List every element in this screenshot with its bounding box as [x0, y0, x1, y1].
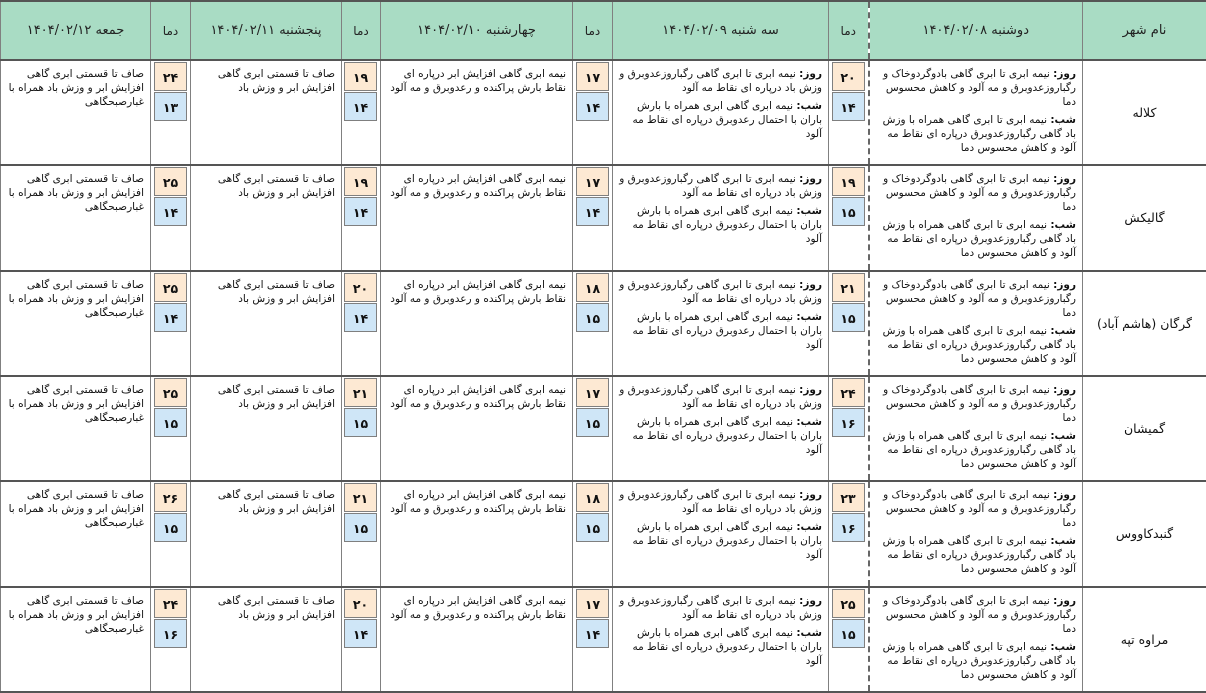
city-name: گنبدکاووس — [1083, 481, 1206, 586]
city-name: کلاله — [1083, 60, 1206, 165]
tuesday-day-text: نیمه ابری تا ابری گاهی رگباروزعدوبرق و وزش باد درپاره ای نقاط مه آلود — [619, 594, 822, 621]
header-temp-2: دما — [573, 1, 613, 60]
forecast-tuesday — [613, 60, 829, 165]
forecast-monday — [869, 271, 1083, 376]
temp-cell — [829, 376, 869, 481]
city-name: گرگان (هاشم آباد) — [1083, 271, 1206, 376]
city-name: گمیشان — [1083, 376, 1206, 481]
monday-night-text: نیمه ابری تا ابری گاهی همراه با وزش باد گاهی رگباروزعدوبرق درپاره ای نقاط مه آلود و کاهش محسوس دما — [882, 640, 1076, 681]
forecast-friday: صاف تا قسمتی ابری گاهی افزایش ابر و وزش باد همراه با غبارصبحگاهی — [1, 481, 151, 586]
day-label: روز: — [1053, 278, 1076, 291]
temp-cell — [342, 481, 381, 586]
max-temp: ۱۷ — [576, 589, 609, 618]
max-temp: ۲۳ — [832, 483, 865, 512]
temp-cell — [342, 271, 381, 376]
day-label: روز: — [1053, 173, 1076, 186]
max-temp: ۲۰ — [344, 589, 377, 618]
table-row — [1, 481, 1206, 586]
tuesday-night-text: نیمه ابری گاهی ابری همراه با بارش باران با احتمال رعدوبرق درپاره ای نقاط مه آلود — [632, 415, 822, 456]
max-temp: ۲۵ — [154, 273, 187, 302]
temp-cell — [151, 587, 191, 692]
temp-cell — [573, 481, 613, 586]
tuesday-day-text: نیمه ابری تا ابری گاهی رگباروزعدوبرق و وزش باد درپاره ای نقاط مه آلود — [619, 383, 822, 410]
night-label: شب: — [1050, 640, 1076, 653]
tuesday-night-text: نیمه ابری گاهی ابری همراه با بارش باران با احتمال رعدوبرق درپاره ای نقاط مه آلود — [632, 205, 822, 246]
forecast-monday — [869, 481, 1083, 586]
temp-cell — [829, 481, 869, 586]
min-temp: ۱۴ — [344, 92, 377, 121]
forecast-thursday: صاف تا قسمتی ابری گاهی افزایش ابر و وزش باد — [191, 587, 342, 692]
min-temp: ۱۵ — [576, 303, 609, 332]
forecast-thursday: صاف تا قسمتی ابری گاهی افزایش ابر و وزش باد — [191, 165, 342, 270]
forecast-monday — [869, 587, 1083, 692]
temp-cell — [151, 271, 191, 376]
min-temp: ۱۴ — [576, 92, 609, 121]
monday-day-text: نیمه ابری تا ابری گاهی بادوگردوخاک و رگباروزعدوبرق و مه آلود و کاهش محسوس دما — [883, 489, 1076, 530]
header-city: نام شهر — [1083, 1, 1206, 60]
min-temp: ۱۵ — [154, 513, 187, 542]
day-label: روز: — [1053, 594, 1076, 607]
temp-cell — [573, 587, 613, 692]
night-label: شب: — [1050, 114, 1076, 126]
night-label: شب: — [796, 310, 822, 323]
min-temp: ۱۵ — [576, 513, 609, 542]
tuesday-day-text: نیمه ابری تا ابری گاهی رگباروزعدوبرق و وزش باد درپاره ای نقاط مه آلود — [619, 173, 822, 200]
forecast-monday — [869, 376, 1083, 481]
day-label: روز: — [1053, 68, 1076, 80]
min-temp: ۱۵ — [576, 408, 609, 437]
forecast-thursday: صاف تا قسمتی ابری گاهی افزایش ابر و وزش باد — [191, 271, 342, 376]
night-label: شب: — [796, 100, 822, 112]
min-temp: ۱۶ — [832, 513, 865, 542]
header-day-1: دوشنبه ۱۴۰۴/۰۲/۰۸ — [869, 1, 1083, 60]
forecast-wednesday: نیمه ابری گاهی افزایش ابر درپاره ای نقاط بارش پراکنده و رعدوبرق و مه آلود — [381, 271, 573, 376]
tuesday-day-text: نیمه ابری تا ابری گاهی رگباروزعدوبرق و وزش باد درپاره ای نقاط مه آلود — [619, 489, 822, 516]
header-day-5: جمعه ۱۴۰۴/۰۲/۱۲ — [1, 1, 151, 60]
temp-cell — [342, 587, 381, 692]
temp-cell — [342, 60, 381, 165]
night-label: شب: — [1050, 324, 1076, 337]
header-day-4: پنجشنبه ۱۴۰۴/۰۲/۱۱ — [191, 1, 342, 60]
tuesday-night-text: نیمه ابری گاهی ابری همراه با بارش باران با احتمال رعدوبرق درپاره ای نقاط مه آلود — [632, 100, 822, 140]
forecast-wednesday: نیمه ابری گاهی افزایش ابر درپاره ای نقاط بارش پراکنده و رعدوبرق و مه آلود — [381, 481, 573, 586]
max-temp: ۲۴ — [832, 378, 865, 407]
table-row — [1, 271, 1206, 376]
max-temp: ۲۵ — [154, 167, 187, 196]
night-label: شب: — [796, 626, 822, 639]
day-label: روز: — [799, 383, 822, 396]
forecast-friday: صاف تا قسمتی ابری گاهی افزایش ابر و وزش باد همراه با غبارصبحگاهی — [1, 271, 151, 376]
header-row — [1, 1, 1206, 60]
max-temp: ۱۹ — [832, 167, 865, 196]
temp-cell — [829, 271, 869, 376]
temp-cell — [151, 481, 191, 586]
min-temp: ۱۴ — [344, 619, 377, 648]
forecast-wednesday: نیمه ابری گاهی افزایش ابر درپاره ای نقاط بارش پراکنده و رعدوبرق و مه آلود — [381, 376, 573, 481]
monday-day-text: نیمه ابری تا ابری گاهی بادوگردوخاک و رگباروزعدوبرق و مه آلود و کاهش محسوس دما — [883, 383, 1076, 424]
tuesday-night-text: نیمه ابری گاهی ابری همراه با بارش باران با احتمال رعدوبرق درپاره ای نقاط مه آلود — [632, 626, 822, 667]
max-temp: ۲۱ — [344, 378, 377, 407]
monday-day-text: نیمه ابری تا ابری گاهی بادوگردوخاک و رگباروزعدوبرق و مه آلود و کاهش محسوس دما — [883, 68, 1076, 108]
max-temp: ۱۹ — [344, 167, 377, 196]
max-temp: ۱۷ — [576, 167, 609, 196]
forecast-friday: صاف تا قسمتی ابری گاهی افزایش ابر و وزش باد همراه با غبارصبحگاهی — [1, 165, 151, 270]
min-temp: ۱۵ — [832, 197, 865, 226]
night-label: شب: — [1050, 535, 1076, 548]
temp-cell — [829, 165, 869, 270]
forecast-wednesday: نیمه ابری گاهی افزایش ابر درپاره ای نقاط بارش پراکنده و رعدوبرق و مه آلود — [381, 165, 573, 270]
forecast-monday — [869, 60, 1083, 165]
forecast-wednesday: نیمه ابری گاهی افزایش ابر درپاره ای نقاط بارش پراکنده و رعدوبرق و مه آلود — [381, 587, 573, 692]
temp-cell — [829, 60, 869, 165]
temp-cell — [151, 60, 191, 165]
temp-cell — [573, 376, 613, 481]
header-temp-1: دما — [829, 1, 869, 60]
day-label: روز: — [1053, 383, 1076, 396]
min-temp: ۱۳ — [154, 92, 187, 121]
table-row — [1, 587, 1206, 692]
max-temp: ۲۶ — [154, 483, 187, 512]
forecast-thursday: صاف تا قسمتی ابری گاهی افزایش ابر و وزش باد — [191, 481, 342, 586]
forecast-monday — [869, 165, 1083, 270]
forecast-thursday: صاف تا قسمتی ابری گاهی افزایش ابر و وزش باد — [191, 376, 342, 481]
monday-day-text: نیمه ابری تا ابری گاهی بادوگردوخاک و رگباروزعدوبرق و مه آلود و کاهش محسوس دما — [883, 173, 1076, 214]
night-label: شب: — [1050, 429, 1076, 442]
tuesday-night-text: نیمه ابری گاهی ابری همراه با بارش باران با احتمال رعدوبرق درپاره ای نقاط مه آلود — [632, 521, 822, 562]
max-temp: ۲۰ — [832, 62, 865, 91]
day-label: روز: — [799, 68, 822, 80]
max-temp: ۱۸ — [576, 483, 609, 512]
forecast-friday: صاف تا قسمتی ابری گاهی افزایش ابر و وزش باد همراه با غبارصبحگاهی — [1, 587, 151, 692]
min-temp: ۱۶ — [154, 619, 187, 648]
table-row — [1, 60, 1206, 165]
temp-cell — [573, 271, 613, 376]
header-temp-3: دما — [342, 1, 381, 60]
min-temp: ۱۴ — [344, 303, 377, 332]
table-row — [1, 376, 1206, 481]
header-day-3: چهارشنبه ۱۴۰۴/۰۲/۱۰ — [381, 1, 573, 60]
day-label: روز: — [799, 173, 822, 186]
min-temp: ۱۵ — [154, 408, 187, 437]
min-temp: ۱۴ — [576, 619, 609, 648]
temp-cell — [829, 587, 869, 692]
monday-day-text: نیمه ابری تا ابری گاهی بادوگردوخاک و رگباروزعدوبرق و مه آلود و کاهش محسوس دما — [883, 278, 1076, 319]
max-temp: ۲۴ — [154, 62, 187, 91]
header-day-2: سه شنبه ۱۴۰۴/۰۲/۰۹ — [613, 1, 829, 60]
day-label: روز: — [1053, 489, 1076, 502]
night-label: شب: — [1050, 219, 1076, 232]
monday-night-text: نیمه ابری تا ابری گاهی همراه با وزش باد گاهی رگباروزعدوبرق درپاره ای نقاط مه آلود و کاهش محسوس دما — [882, 114, 1076, 154]
tuesday-day-text: نیمه ابری تا ابری گاهی رگباروزعدوبرق و وزش باد درپاره ای نقاط مه آلود — [619, 68, 822, 94]
day-label: روز: — [799, 489, 822, 502]
min-temp: ۱۵ — [832, 619, 865, 648]
min-temp: ۱۴ — [576, 197, 609, 226]
forecast-friday: صاف تا قسمتی ابری گاهی افزایش ابر و وزش باد همراه با غبارصبحگاهی — [1, 60, 151, 165]
table-row — [1, 165, 1206, 270]
forecast-tuesday — [613, 165, 829, 270]
monday-night-text: نیمه ابری تا ابری گاهی همراه با وزش باد گاهی رگباروزعدوبرق درپاره ای نقاط مه آلود و کاهش محسوس دما — [882, 219, 1076, 260]
temp-cell — [573, 165, 613, 270]
min-temp: ۱۴ — [832, 92, 865, 121]
day-label: روز: — [799, 278, 822, 291]
forecast-tuesday — [613, 376, 829, 481]
min-temp: ۱۴ — [154, 303, 187, 332]
max-temp: ۱۷ — [576, 378, 609, 407]
temp-cell — [573, 60, 613, 165]
header-temp-4: دما — [151, 1, 191, 60]
night-label: شب: — [796, 205, 822, 218]
max-temp: ۲۴ — [154, 589, 187, 618]
tuesday-day-text: نیمه ابری تا ابری گاهی رگباروزعدوبرق و وزش باد درپاره ای نقاط مه آلود — [619, 278, 822, 305]
day-label: روز: — [799, 594, 822, 607]
temp-cell — [342, 376, 381, 481]
max-temp: ۱۹ — [344, 62, 377, 91]
night-label: شب: — [796, 521, 822, 534]
tuesday-night-text: نیمه ابری گاهی ابری همراه با بارش باران با احتمال رعدوبرق درپاره ای نقاط مه آلود — [632, 310, 822, 351]
max-temp: ۲۱ — [344, 483, 377, 512]
max-temp: ۱۸ — [576, 273, 609, 302]
min-temp: ۱۵ — [832, 303, 865, 332]
min-temp: ۱۵ — [344, 513, 377, 542]
max-temp: ۲۵ — [154, 378, 187, 407]
forecast-thursday: صاف تا قسمتی ابری گاهی افزایش ابر و وزش باد — [191, 60, 342, 165]
monday-night-text: نیمه ابری تا ابری گاهی همراه با وزش باد گاهی رگباروزعدوبرق درپاره ای نقاط مه آلود و کاهش محسوس دما — [882, 324, 1076, 365]
forecast-wednesday: نیمه ابری گاهی افزایش ابر درپاره ای نقاط بارش پراکنده و رعدوبرق و مه آلود — [381, 60, 573, 165]
max-temp: ۲۵ — [832, 589, 865, 618]
monday-night-text: نیمه ابری تا ابری گاهی همراه با وزش باد گاهی رگباروزعدوبرق درپاره ای نقاط مه آلود و کاهش محسوس دما — [882, 535, 1076, 576]
min-temp: ۱۵ — [344, 408, 377, 437]
max-temp: ۲۰ — [344, 273, 377, 302]
monday-day-text: نیمه ابری تا ابری گاهی بادوگردوخاک و رگباروزعدوبرق و مه آلود و کاهش محسوس دما — [883, 594, 1076, 635]
forecast-tuesday — [613, 271, 829, 376]
temp-cell — [151, 376, 191, 481]
min-temp: ۱۶ — [832, 408, 865, 437]
city-name: گالیکش — [1083, 165, 1206, 270]
forecast-tuesday — [613, 481, 829, 586]
temp-cell — [151, 165, 191, 270]
temp-cell — [342, 165, 381, 270]
city-name: مراوه تپه — [1083, 587, 1206, 692]
night-label: شب: — [796, 415, 822, 428]
min-temp: ۱۴ — [154, 197, 187, 226]
max-temp: ۱۷ — [576, 62, 609, 91]
forecast-tuesday — [613, 587, 829, 692]
monday-night-text: نیمه ابری تا ابری گاهی همراه با وزش باد گاهی رگباروزعدوبرق درپاره ای نقاط مه آلود و کاهش محسوس دما — [882, 429, 1076, 470]
max-temp: ۲۱ — [832, 273, 865, 302]
min-temp: ۱۴ — [344, 197, 377, 226]
forecast-friday: صاف تا قسمتی ابری گاهی افزایش ابر و وزش باد همراه با غبارصبحگاهی — [1, 376, 151, 481]
